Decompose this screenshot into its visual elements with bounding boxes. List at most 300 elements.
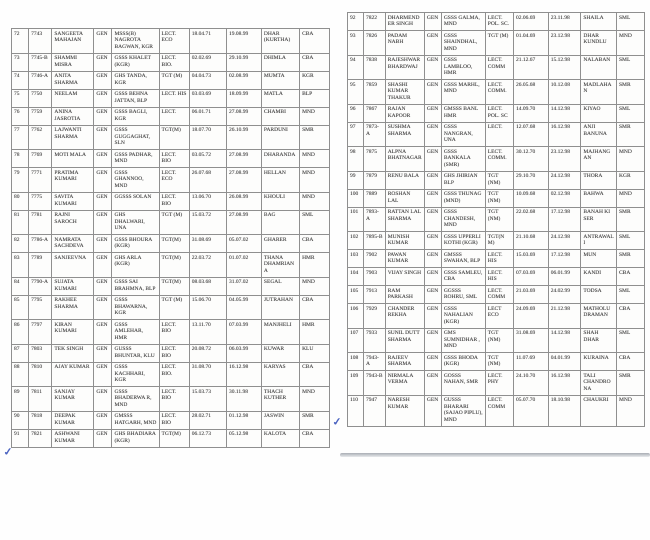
table-cell: 16.12.98 (548, 371, 581, 396)
table-cell: 7947 (364, 395, 386, 426)
table-cell: 99 (348, 171, 364, 189)
table-cell: 74 (12, 71, 29, 89)
table-cell: LECT. ECO (159, 29, 189, 54)
table-cell: TGT(M) (159, 235, 189, 253)
table-cell: 24.02.99 (548, 286, 581, 304)
table-cell: SMR (300, 125, 330, 150)
table-cell: 7903 (364, 268, 386, 286)
table-cell: 27.08.99 (226, 107, 261, 125)
table-cell: THANA DHAMRIANA (261, 253, 299, 278)
table-cell: TGT (NM) (485, 171, 513, 189)
table-cell: 88 (12, 362, 29, 387)
table-cell: 7933 (364, 328, 386, 353)
table-cell: PRATIMA KUMARI (52, 168, 94, 193)
table-cell: 07.03.69 (513, 268, 548, 286)
table-cell: GEN (424, 13, 441, 31)
table-cell: MND (300, 168, 330, 193)
table-cell: RAM PARKASH (385, 286, 424, 304)
table-cell: DHIMLA (261, 53, 299, 71)
table-cell: NALABAN (581, 55, 617, 80)
table-cell: GSSS THUNAG (MND) (441, 189, 485, 207)
table-cell: THACH KUTHER (261, 387, 299, 412)
table-cell: GSSS SAMLEU, CBA (441, 268, 485, 286)
table-cell: 109 (348, 371, 364, 396)
table-cell: GEN (424, 80, 441, 105)
table-cell: SANJAY KUMAR (52, 387, 94, 412)
table-cell: 01.04.69 (513, 31, 548, 56)
table-cell: 28.02.71 (189, 411, 226, 429)
table-cell: RAJEEV SHARMA (385, 353, 424, 371)
pen-check-icon-right: ✓ (331, 416, 343, 429)
table-cell: GEN (424, 395, 441, 426)
table-cell: KGR (617, 171, 645, 189)
table-cell: TALI CHANDRONA (581, 371, 617, 396)
table-cell: 15.12.98 (548, 55, 581, 80)
table-cell: 83 (12, 253, 29, 278)
table-cell: 7745-B (29, 53, 52, 71)
table-cell: 20.08.72 (189, 344, 226, 362)
table-cell: LECT. (485, 122, 513, 147)
table-cell: SHAMMI MISRA (52, 53, 94, 71)
table-cell: MND (300, 387, 330, 412)
table-cell: MUN (581, 250, 617, 268)
table-cell: 06.12.73 (189, 429, 226, 447)
table-cell: 7902 (364, 250, 386, 268)
table-cell: KUWAR (261, 344, 299, 362)
table-cell: GGSSS SOLAN (112, 192, 159, 210)
table-cell: GEN (94, 253, 112, 278)
table-cell: GEN (424, 371, 441, 396)
table-cell: GHS DHALWARI, UNA (112, 210, 159, 235)
table-cell: DHARANDA (261, 150, 299, 168)
table-cell: 04.04.73 (189, 71, 226, 89)
table-cell: 02.06.69 (513, 13, 548, 31)
table-cell: GMSSS SWAHAN, BLP (441, 250, 485, 268)
page-edge-shadow (340, 453, 650, 457)
table-row (12, 210, 330, 235)
table-cell: 7929 (364, 304, 386, 329)
table-cell: 22.02.68 (513, 207, 548, 232)
personnel-table-page-left (11, 28, 330, 448)
table-row (12, 429, 330, 447)
table-cell: GSSS PADHAR, MND (112, 150, 159, 168)
table-cell: GEN (424, 304, 441, 329)
table-cell: GHS ARLA (KGR) (112, 253, 159, 278)
table-cell: RAJAN KAPOOR (385, 104, 424, 122)
table-cell: TEK SINGH (52, 344, 94, 362)
table-cell: JUTRAHAN (261, 295, 299, 320)
table-cell: 110 (348, 395, 364, 426)
table-cell: MOTI MALA (52, 150, 94, 168)
table-cell: 08.03.68 (189, 277, 226, 295)
table-cell: 7795 (29, 295, 52, 320)
table-cell: ANTRAWALI (581, 232, 617, 250)
table-cell: 30.11.98 (226, 387, 261, 412)
table-cell: MND (300, 107, 330, 125)
table-row (12, 71, 330, 89)
table-cell: 19.08.99 (226, 29, 261, 54)
table-cell: 7759 (29, 107, 52, 125)
table-cell: CBA (300, 429, 330, 447)
table-cell: GSSS MARHL, MND (441, 80, 485, 105)
table-cell: 13.06.70 (189, 192, 226, 210)
table-row (348, 371, 645, 396)
table-cell: HELLAN (261, 168, 299, 193)
table-cell: LECT. BIO. (159, 362, 189, 387)
table-cell: LECT. BIO (159, 192, 189, 210)
table-cell: 100 (348, 189, 364, 207)
table-cell: TGT(M) (159, 277, 189, 295)
table-cell: GEN (424, 189, 441, 207)
table-cell: TGT (NM) (485, 353, 513, 371)
table-cell: 07.03.99 (226, 320, 261, 345)
table-cell: GEN (94, 387, 112, 412)
table-cell: 107 (348, 328, 364, 353)
table-row (12, 89, 330, 107)
table-cell: LECT. POL. SC. (485, 13, 513, 31)
table-cell: 01.12.98 (226, 411, 261, 429)
table-cell: 29.10.99 (226, 53, 261, 71)
table-cell: 7875 (364, 147, 386, 172)
table-cell: GSSS LAMBLOO, HMR (441, 55, 485, 80)
table-row (348, 147, 645, 172)
table-cell: BAG (261, 210, 299, 235)
table-cell: TGT (M) (485, 31, 513, 56)
table-cell: GSSS BEHNA JATTAN, BLP (112, 89, 159, 107)
table-cell: LECT ECO (485, 304, 513, 329)
table-cell: 7895-B (364, 232, 386, 250)
table-cell: GHARER (261, 235, 299, 253)
table-cell: LECT. BIO (159, 150, 189, 168)
table-row (12, 150, 330, 168)
table-cell: GSSS GALMA, MND (441, 13, 485, 31)
table-cell: DEEPAK KUMAR (52, 411, 94, 429)
table-cell: CHAMBI (261, 107, 299, 125)
table-cell: GSSS KACHHARI, KGR (112, 362, 159, 387)
table-cell: CBA (300, 362, 330, 387)
table-cell: HMR (300, 253, 330, 278)
table-cell: SML (617, 328, 645, 353)
table-cell: 21.10.68 (513, 232, 548, 250)
table-cell: GGSSS ROHRU, SML (441, 286, 485, 304)
table-cell: SMR (617, 371, 645, 396)
table-cell: GMSSS HATGARH, MND (112, 411, 159, 429)
table-cell: 23.12.98 (548, 147, 581, 172)
table-cell: GEN (94, 107, 112, 125)
table-cell: GSSS AMLEHAR, HMR (112, 320, 159, 345)
table-row (12, 253, 330, 278)
table-cell: GEN (424, 55, 441, 80)
table-cell: 18.10.98 (548, 395, 581, 426)
table-cell: SMR (617, 80, 645, 105)
table-cell: GEN (94, 168, 112, 193)
table-cell: 7838 (364, 55, 386, 80)
table-cell: 30.12.70 (513, 147, 548, 172)
table-cell: GMS SUMNIDHAR , MND (441, 328, 485, 353)
table-row (12, 387, 330, 412)
table-cell: 05.07.02 (226, 235, 261, 253)
table-cell: 15.03.69 (513, 250, 548, 268)
table-row (348, 286, 645, 304)
table-cell: SAVITA KUMARI (52, 192, 94, 210)
table-cell: TGT (M) (159, 210, 189, 235)
table-cell: CBA (617, 353, 645, 371)
table-cell: 31.08.69 (189, 235, 226, 253)
table-cell: 21.03.69 (513, 286, 548, 304)
table-cell: 18.07.70 (189, 125, 226, 150)
table-cell: LECT. COMM (485, 55, 513, 80)
table-cell: 27.08.99 (226, 168, 261, 193)
table-row (348, 189, 645, 207)
table-cell: NARESH KUMAR (385, 395, 424, 426)
table-cell: GEN (424, 328, 441, 353)
table-cell: MUMTA (261, 71, 299, 89)
table-cell: LECT. BIO (159, 411, 189, 429)
table-cell: 7810 (29, 362, 52, 387)
table-cell: KURAINA (581, 353, 617, 371)
table-cell: 72 (12, 29, 29, 54)
table-cell: 03.03.69 (189, 89, 226, 107)
table-cell: GEN (424, 286, 441, 304)
table-cell: 03.05.72 (189, 150, 226, 168)
table-cell: GSSS KHALET (KGR) (112, 53, 159, 71)
table-cell: GEN (94, 277, 112, 295)
table-row (348, 250, 645, 268)
table-cell: 04.01.99 (548, 353, 581, 371)
table-cell: NIRMALA VERMA (385, 371, 424, 396)
table-cell: DHAR KUNDLU (581, 31, 617, 56)
table-row (348, 80, 645, 105)
table-row (348, 304, 645, 329)
table-cell: 17.12.98 (548, 207, 581, 232)
table-cell: GSSS CHANDESH, MND (441, 207, 485, 232)
table-cell: 80 (12, 192, 29, 210)
table-cell: GEN (94, 125, 112, 150)
table-row (12, 107, 330, 125)
table-cell: CBA (617, 304, 645, 329)
table-cell: MAJHANGAN (581, 147, 617, 172)
table-cell: 04.05.99 (226, 295, 261, 320)
table-cell: 26.07.68 (189, 168, 226, 193)
table-cell: 7873-A (364, 122, 386, 147)
table-cell: 15.03.72 (189, 210, 226, 235)
table-cell: 7889 (364, 189, 386, 207)
table-cell: 105 (348, 286, 364, 304)
table-cell: PADAM NABH (385, 31, 424, 56)
table-cell: 7913 (364, 286, 386, 304)
table-row (348, 268, 645, 286)
table-cell: GEN (94, 362, 112, 387)
table-cell: MND (300, 150, 330, 168)
table-cell: SHAH DHAR (581, 328, 617, 353)
table-cell: SUSHMA SHARMA (385, 122, 424, 147)
table-cell: MUNISH KUMAR (385, 232, 424, 250)
table-cell: LECT. HIS (485, 250, 513, 268)
table-cell: GEN (424, 232, 441, 250)
table-cell: 17.12.98 (548, 250, 581, 268)
table-cell: 06.01.71 (189, 107, 226, 125)
table-cell: 31.08.70 (189, 362, 226, 387)
table-cell: MND (617, 189, 645, 207)
table-cell: 02.08.99 (226, 71, 261, 89)
table-cell: GEN (94, 344, 112, 362)
table-cell: CHANDER REKHA (385, 304, 424, 329)
table-cell: 97 (348, 122, 364, 147)
table-cell: BAHWA (581, 189, 617, 207)
table-cell: CBA (300, 29, 330, 54)
table-cell: 7789 (29, 253, 52, 278)
table-cell: 7781 (29, 210, 52, 235)
table-cell: MND (617, 395, 645, 426)
table-cell: 13.11.70 (189, 320, 226, 345)
table-cell: TGT(M) (159, 125, 189, 150)
table-cell: 7771 (29, 168, 52, 193)
table-cell: 7762 (29, 125, 52, 150)
table-cell: GSSS GHANNOO, MND (112, 168, 159, 193)
table-cell: 14.12.98 (548, 104, 581, 122)
table-cell: 7943-B (364, 371, 386, 396)
table-cell: 10.09.68 (513, 189, 548, 207)
table-cell: SMR (617, 207, 645, 232)
table-cell: GSSS BHOURA (KGR) (112, 235, 159, 253)
table-row (348, 31, 645, 56)
table-cell: 7811 (29, 387, 52, 412)
table-cell: TGT (M) (159, 71, 189, 89)
table-cell: MANJHELI (261, 320, 299, 345)
table-cell: ROSHAN LAL (385, 189, 424, 207)
table-cell: LECT. BIO (159, 387, 189, 412)
table-cell: GEN (94, 429, 112, 447)
table-cell: TGT (M) (159, 295, 189, 320)
table-cell: GSSS SAI BRAHMNA, BLP (112, 277, 159, 295)
table-cell: GEN (424, 147, 441, 172)
table-row (348, 122, 645, 147)
table-cell: 23.12.98 (548, 31, 581, 56)
table-row (12, 168, 330, 193)
table-cell: 29.10.70 (513, 171, 548, 189)
table-cell: LECT. COMM (485, 395, 513, 426)
table-cell: 98 (348, 147, 364, 172)
table-cell: GEN (424, 353, 441, 371)
table-cell: TGT (NM) (485, 189, 513, 207)
table-cell: GEN (424, 250, 441, 268)
table-cell: JASWIN (261, 411, 299, 429)
table-cell: CHAUKRI (581, 395, 617, 426)
table-cell: PAWAN KUMAR (385, 250, 424, 268)
table-cell: DHAR (KURTHA) (261, 29, 299, 54)
table-cell: 21.12.98 (548, 304, 581, 329)
table-cell: LECT. COMM. (485, 147, 513, 172)
table-cell: 101 (348, 207, 364, 232)
table-cell: 91 (12, 429, 29, 447)
table-cell: GSSS BHADERWA R, MND (112, 387, 159, 412)
table-cell: ASHWANI KUMAR (52, 429, 94, 447)
table-cell: HMR (300, 320, 330, 345)
table-row (348, 353, 645, 371)
table-row (348, 55, 645, 80)
table-cell: 14.09.70 (513, 104, 548, 122)
table-cell: 18.04.71 (189, 29, 226, 54)
table-cell: TGT(M) (159, 429, 189, 447)
table-cell: GSSS GUGGAGHAT, SLN (112, 125, 159, 150)
table-cell: GEN (424, 207, 441, 232)
table-cell: 7775 (29, 192, 52, 210)
table-cell: GEN (424, 268, 441, 286)
table-cell: 26.08.99 (226, 192, 261, 210)
table-cell: TGT (NM) (485, 207, 513, 232)
personnel-table-page-right (347, 12, 645, 427)
table-row (348, 395, 645, 426)
table-cell: 06.03.99 (226, 344, 261, 362)
table-cell: ANJI BANUNA (581, 122, 617, 147)
table-cell: 31.08.69 (513, 328, 548, 353)
table-cell: 90 (12, 411, 29, 429)
table-cell: CBA (300, 235, 330, 253)
table-cell: THORA (581, 171, 617, 189)
table-cell: GEN (424, 31, 441, 56)
personnel-table-right (347, 12, 645, 427)
table-cell: SML (617, 104, 645, 122)
table-cell: LECT. (159, 107, 189, 125)
table-cell: MND (300, 277, 330, 295)
table-cell: GSSS BANKALA (SMR) (441, 147, 485, 172)
table-cell: TGT (NM) (485, 328, 513, 353)
table-cell: 7822 (364, 13, 386, 31)
table-row (12, 344, 330, 362)
table-cell: KARYAS (261, 362, 299, 387)
table-cell: 94 (348, 55, 364, 80)
table-cell: GEN (94, 53, 112, 71)
table-cell: GEN (424, 122, 441, 147)
table-cell: 81 (12, 210, 29, 235)
table-cell: 27.08.99 (226, 210, 261, 235)
table-cell: SML (617, 55, 645, 80)
table-cell: 05.07.70 (513, 395, 548, 426)
table-cell: KALOTA (261, 429, 299, 447)
table-cell: GUSSS BHUNTAR, KLU (112, 344, 159, 362)
table-cell: SHASHI KUMAR THAKUR (385, 80, 424, 105)
table-cell: TGT(M) (159, 253, 189, 278)
table-cell: 7867 (364, 104, 386, 122)
table-cell: 104 (348, 268, 364, 286)
table-cell: SML (617, 13, 645, 31)
table-cell: 106 (348, 304, 364, 329)
table-cell: LECT. PHY (485, 371, 513, 396)
table-cell: 108 (348, 353, 364, 371)
table-cell: ALPNA BHATNAGAR (385, 147, 424, 172)
table-cell: 87 (12, 344, 29, 362)
table-cell: 24.09.69 (513, 304, 548, 329)
table-cell: MADLAHAN (581, 80, 617, 105)
table-cell: 85 (12, 295, 29, 320)
table-cell: 82 (12, 235, 29, 253)
table-cell: 7821 (29, 429, 52, 447)
table-cell: LECT. COMM (485, 286, 513, 304)
table-cell: GEN (94, 89, 112, 107)
table-cell: 78 (12, 150, 29, 168)
table-cell: 75 (12, 89, 29, 107)
table-cell: GEN (94, 295, 112, 320)
table-cell: 7790-A (29, 277, 52, 295)
table-cell: 26.05.68 (513, 80, 548, 105)
table-cell: NAMRATA SACHDEVA (52, 235, 94, 253)
table-cell: LECT. HIS (485, 268, 513, 286)
table-cell: SUJATA KUMARI (52, 277, 94, 295)
table-cell: LECT. COMM. (485, 80, 513, 105)
table-cell: RAJNI SAROCH (52, 210, 94, 235)
table-cell: SML (617, 286, 645, 304)
table-cell: LECT. POL. SC (485, 104, 513, 122)
